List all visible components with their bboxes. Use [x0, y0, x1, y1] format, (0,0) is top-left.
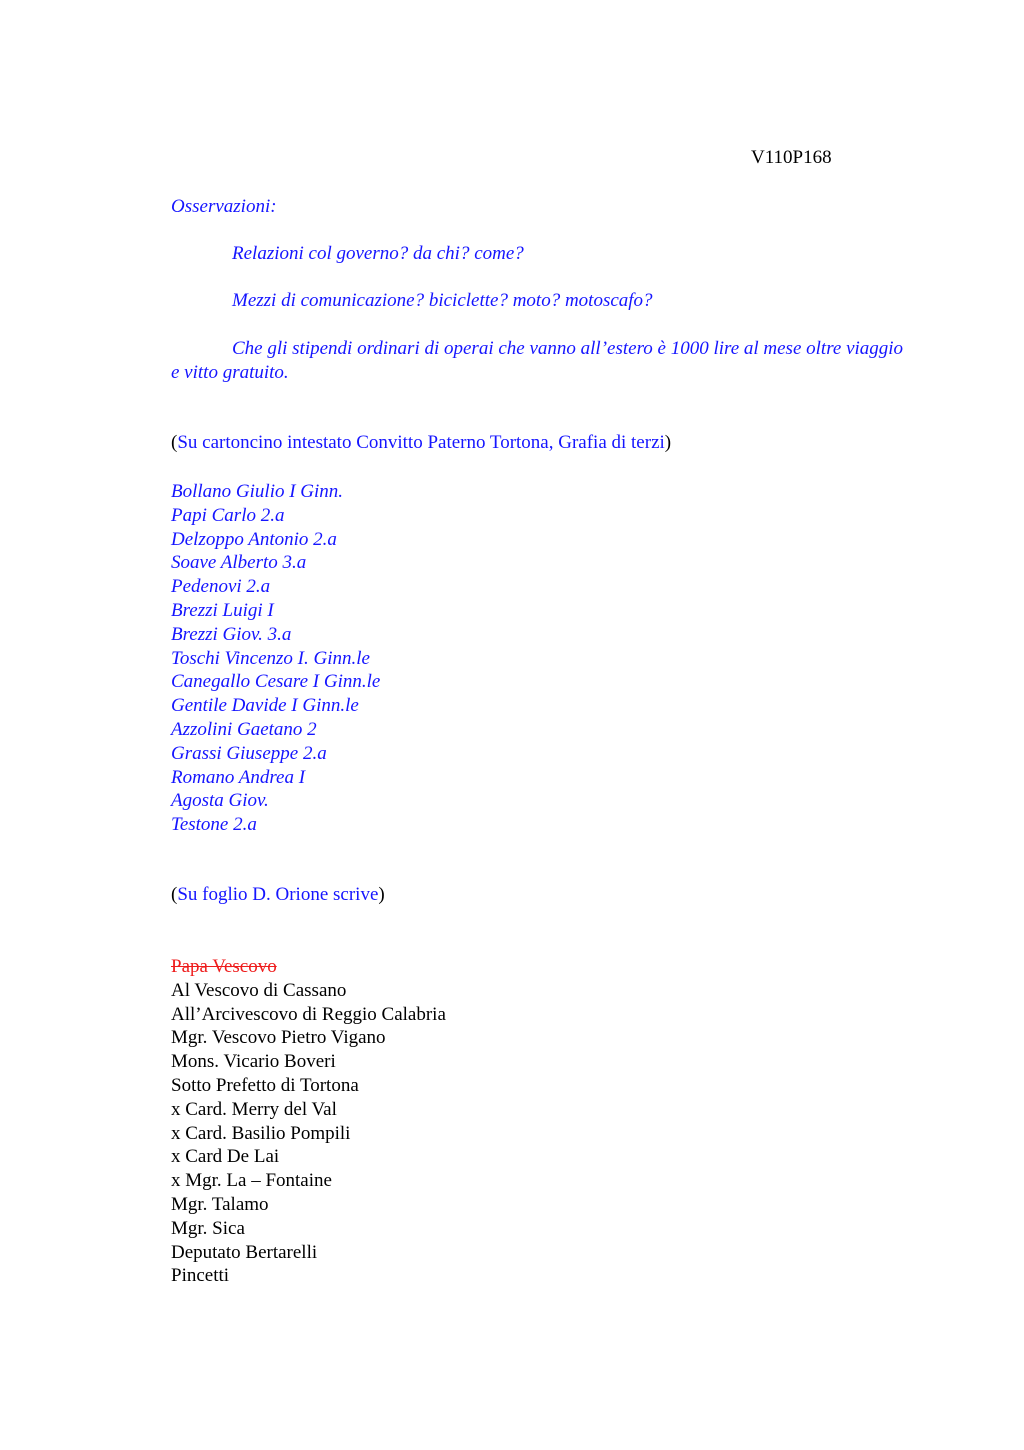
list-item: Brezzi Giov. 3.a	[171, 623, 292, 645]
list-item: Al Vescovo di Cassano	[171, 979, 347, 1001]
list-item: Mons. Vicario Boveri	[171, 1051, 336, 1073]
list-item: x Mgr. La – Fontaine	[171, 1170, 332, 1192]
list-item: Bollano Giulio I Ginn.	[171, 481, 344, 502]
list-item: Canegallo Cesare I Ginn.le	[171, 671, 381, 693]
list-item: Delzoppo Antonio 2.a	[171, 528, 337, 550]
list-item: Deputato Bertarelli	[171, 1241, 318, 1263]
list-item: Mgr. Talamo	[171, 1193, 269, 1215]
note-open-paren: (	[171, 432, 178, 453]
list-item: Soave Alberto 3.a	[171, 552, 307, 574]
list-item: Sotto Prefetto di Tortona	[171, 1074, 359, 1096]
struck-through-line: Papa Vescovo	[171, 956, 277, 977]
list-item: Grassi Giuseppe 2.a	[171, 742, 327, 764]
list-item: Azzolini Gaetano 2	[171, 718, 317, 740]
list-item: Testone 2.a	[171, 814, 257, 836]
page-reference: V110P168	[751, 147, 832, 168]
note-text: Su cartoncino intestato Convitto Paterno Tortona, Grafia di terzi	[177, 432, 665, 453]
observations-title: Osservazioni:	[171, 196, 277, 217]
list-item: x Card. Merry del Val	[171, 1098, 337, 1120]
list-item: Agosta Giov.	[171, 790, 269, 812]
observation-item: Relazioni col governo? da chi? come?	[232, 243, 524, 264]
list-item: Pedenovi 2.a	[171, 576, 271, 598]
list-item: Papi Carlo 2.a	[171, 504, 285, 526]
list-item: Brezzi Luigi I	[171, 599, 274, 621]
list-item: Gentile Davide I Ginn.le	[171, 695, 359, 717]
editorial-note-sheet	[171, 883, 911, 907]
list-item: Toschi Vincenzo I. Ginn.le	[171, 647, 370, 669]
list-item: x Card De Lai	[171, 1146, 280, 1168]
editorial-note-card	[171, 431, 911, 455]
note-text: Su foglio D. Orione scrive	[177, 884, 379, 905]
list-item: x Card. Basilio Pompili	[171, 1122, 351, 1144]
observation-item: Che gli stipendi ordinari di operai che vanno all’estero è 1000 lire al mese oltre viaggio e vitto gratuito.	[171, 338, 904, 383]
note-close-paren: )	[664, 432, 672, 453]
list-item: Pincetti	[171, 1265, 230, 1287]
observation-item: Mezzi di comunicazione? biciclette? moto? motoscafo?	[232, 290, 653, 311]
student-list	[171, 480, 911, 837]
list-item: Romano Andrea I	[171, 766, 306, 788]
note-open-paren: (	[171, 884, 178, 905]
list-item: Mgr. Sica	[171, 1217, 245, 1239]
list-item: Mgr. Vescovo Pietro Vigano	[171, 1027, 386, 1049]
list-item: All’Arcivescovo di Reggio Calabria	[171, 1003, 446, 1025]
recipient-list	[171, 955, 911, 1288]
note-close-paren: )	[378, 884, 385, 905]
